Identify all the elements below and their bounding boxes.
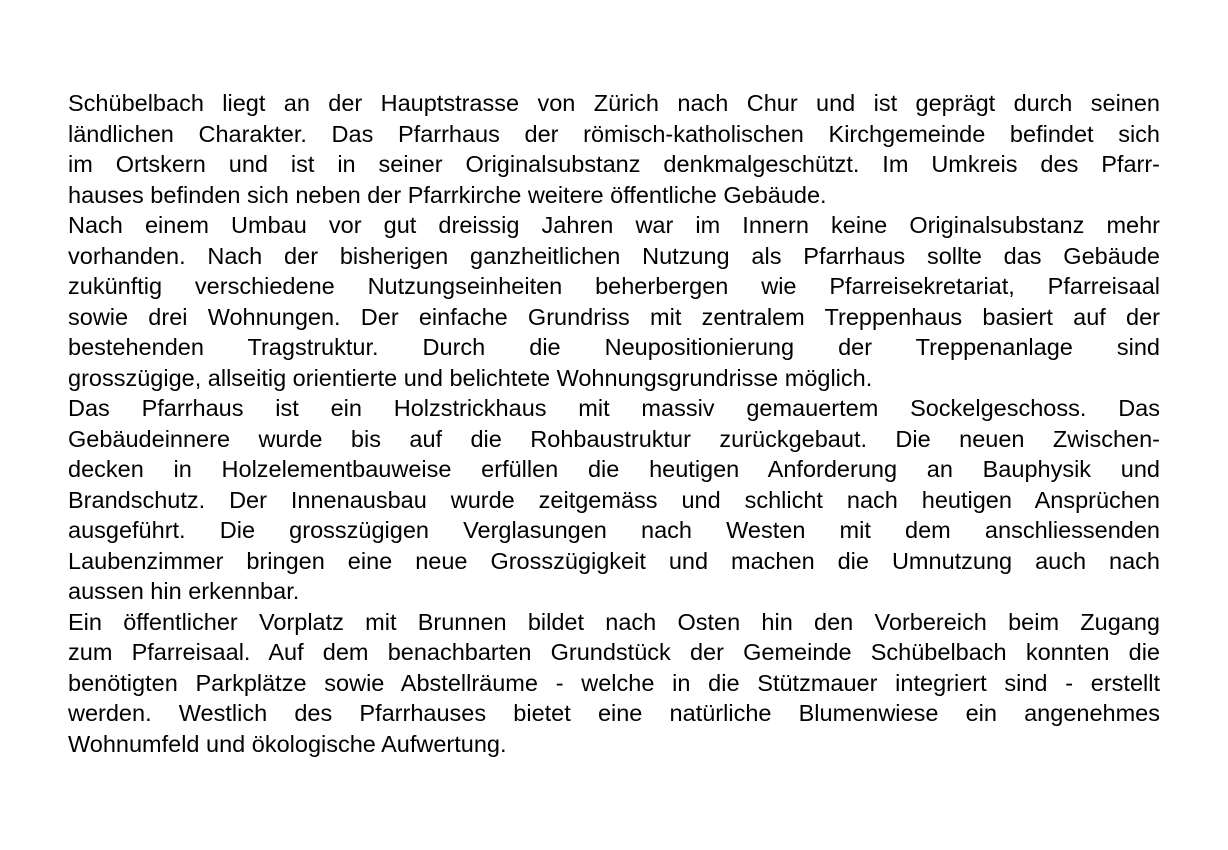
text-line: sowie drei Wohnungen. Der einfache Grundriss mit zentralem Treppenhaus basiert auf der xyxy=(68,303,1160,330)
text-line: decken in Holzelementbauweise erfüllen die heutigen Anforderung an Bauphysik und xyxy=(68,456,1160,482)
text-line: Gebäudeinnere wurde bis auf die Rohbaustruktur zurückgebaut. Die neuen Zwischen- xyxy=(68,425,1160,452)
text-line: Wohnumfeld und ökologische Aufwertung. xyxy=(68,730,507,757)
text-line: Schübelbach liegt an der Hauptstrasse von Zürich nach Chur und ist geprägt durch seinen xyxy=(68,90,1160,116)
text-line: Brandschutz. Der Innenausbau wurde zeitgemäss und schlicht nach heutigen Ansprüchen xyxy=(68,486,1160,513)
document-body xyxy=(68,88,1160,759)
text-line: zukünftig verschiedene Nutzungseinheiten beherbergen wie Pfarreisekretariat, Pfarreisaal xyxy=(68,273,1160,299)
text-line: ausgeführt. Die grosszügigen Verglasungen nach Westen mit dem anschliessenden xyxy=(68,517,1160,543)
text-line: Ein öffentlicher Vorplatz mit Brunnen bildet nach Osten hin den Vorbereich beim Zugang xyxy=(68,608,1160,635)
text-line: vorhanden. Nach der bisherigen ganzheitlichen Nutzung als Pfarrhaus sollte das Gebäude xyxy=(68,242,1160,269)
text-line: aussen hin erkennbar. xyxy=(68,578,300,604)
paragraph-2 xyxy=(68,210,1160,393)
text-line: benötigten Parkplätze sowie Abstellräume - welche in die Stützmauer integriert sind - erstellt xyxy=(68,669,1160,696)
paragraph-3 xyxy=(68,393,1160,607)
text-line: im Ortskern und ist in seiner Originalsubstanz denkmalgeschützt. Im Umkreis des Pfarr- xyxy=(68,151,1160,177)
text-line: Das Pfarrhaus ist ein Holzstrickhaus mit massiv gemauertem Sockelgeschoss. Das xyxy=(68,395,1160,421)
text-line: grosszügige, allseitig orientierte und belichtete Wohnungsgrundrisse möglich. xyxy=(68,364,873,391)
text-line: ländlichen Charakter. Das Pfarrhaus der römisch-katholischen Kirchgemeinde befindet sich xyxy=(68,120,1160,147)
text-line: bestehenden Tragstruktur. Durch die Neupositionierung der Treppenanlage sind xyxy=(68,334,1160,360)
text-line: Nach einem Umbau vor gut dreissig Jahren war im Innern keine Originalsubstanz mehr xyxy=(68,212,1160,238)
paragraph-4 xyxy=(68,607,1160,760)
text-line: hauses befinden sich neben der Pfarrkirche weitere öffentliche Gebäude. xyxy=(68,181,827,208)
text-line: Laubenzimmer bringen eine neue Grosszügigkeit und machen die Umnutzung auch nach xyxy=(68,547,1160,574)
text-line: zum Pfarreisaal. Auf dem benachbarten Grundstück der Gemeinde Schübelbach konnten die xyxy=(68,639,1160,665)
paragraph-1 xyxy=(68,88,1160,210)
text-line: werden. Westlich des Pfarrhauses bietet eine natürliche Blumenwiese ein angenehmes xyxy=(68,700,1160,726)
